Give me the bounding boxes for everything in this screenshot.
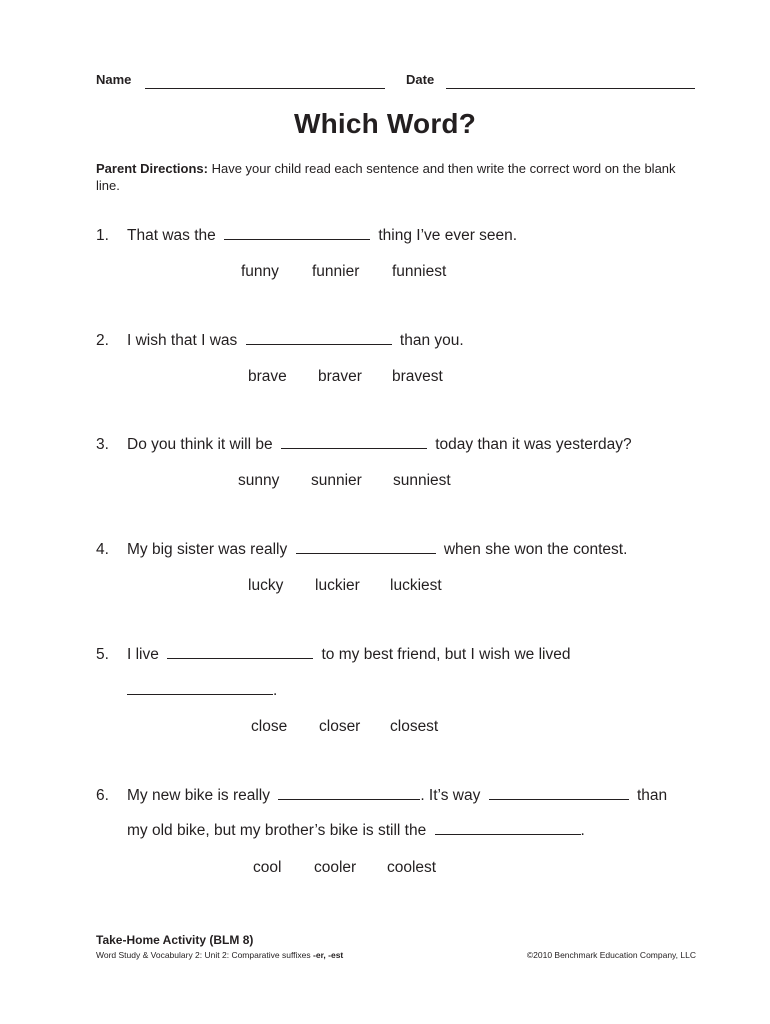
question-3 [127, 436, 632, 454]
directions [96, 160, 676, 194]
option-word: cool [253, 859, 282, 876]
answer-blank[interactable] [296, 552, 436, 554]
option-word: luckiest [390, 577, 442, 594]
footer-copyright: ©2010 Benchmark Education Company, LLC [526, 950, 696, 960]
question-text: to my best friend, but I wish we lived [321, 646, 571, 663]
option-word: lucky [248, 577, 284, 594]
option-word: bravest [392, 368, 443, 385]
option-word: coolest [387, 859, 437, 876]
answer-blank[interactable] [224, 238, 370, 240]
answer-blank[interactable] [246, 343, 392, 345]
question-text: . It’s way [420, 787, 481, 804]
question-text: than [636, 787, 668, 804]
question-4 [127, 541, 627, 559]
question-text: My big sister was really [127, 541, 288, 558]
question-text: than you. [399, 332, 464, 349]
question-6 [127, 787, 667, 805]
question-text: I wish that I was [127, 332, 238, 349]
question-text: Do you think it will be [127, 436, 273, 453]
option-word: funny [241, 263, 279, 280]
question-number: 5. [96, 646, 109, 663]
option-word: brave [248, 368, 287, 385]
question-number: 6. [96, 787, 109, 804]
answer-blank[interactable] [281, 447, 427, 449]
option-word: funnier [312, 263, 360, 280]
question-number: 1. [96, 227, 109, 244]
option-word: close [251, 718, 288, 735]
option-word: braver [318, 368, 362, 385]
option-word: sunniest [393, 472, 451, 489]
directions-text: Have your child read each sentence and then write the correct word on the blank line. [96, 161, 676, 193]
option-word: sunny [238, 472, 280, 489]
answer-blank[interactable] [489, 798, 629, 800]
option-word: luckier [315, 577, 360, 594]
question-6-line-2 [127, 822, 585, 840]
answer-blank[interactable] [167, 657, 313, 659]
name-label: Name [96, 72, 132, 87]
option-word: closest [390, 718, 439, 735]
question-text: . [273, 682, 278, 699]
answer-blank[interactable] [435, 833, 581, 835]
question-number: 3. [96, 436, 109, 453]
footer-activity: Take-Home Activity (BLM 8) [96, 933, 254, 947]
question-2 [127, 332, 464, 350]
question-text: My new bike is really [127, 787, 270, 804]
question-text: thing I’ve ever seen. [378, 227, 518, 244]
date-field[interactable] [446, 87, 695, 89]
question-text: my old bike, but my brother’s bike is still the [127, 822, 427, 839]
page-title: Which Word? [293, 108, 477, 139]
question-text: today than it was yesterday? [435, 436, 632, 453]
option-word: funniest [392, 263, 447, 280]
answer-blank[interactable] [127, 693, 273, 695]
question-text: when she won the contest. [443, 541, 628, 558]
question-1 [127, 227, 517, 245]
footer-course-text: Word Study & Vocabulary 2: Unit 2: Comparative suffixes [96, 950, 314, 960]
footer-suffixes: -er, -est [313, 950, 344, 960]
date-label: Date [406, 72, 435, 87]
name-field[interactable] [145, 87, 385, 89]
option-word: closer [319, 718, 361, 735]
footer-course [96, 950, 343, 960]
question-5 [127, 646, 570, 664]
question-text: That was the [127, 227, 216, 244]
question-number: 4. [96, 541, 109, 558]
answer-blank[interactable] [278, 798, 420, 800]
directions-label: Parent Directions: [96, 161, 208, 176]
question-number: 2. [96, 332, 109, 349]
option-word: sunnier [311, 472, 362, 489]
option-word: cooler [314, 859, 357, 876]
question-text: I live [127, 646, 159, 663]
question-5-line-2 [127, 682, 277, 700]
question-text: . [580, 822, 585, 839]
